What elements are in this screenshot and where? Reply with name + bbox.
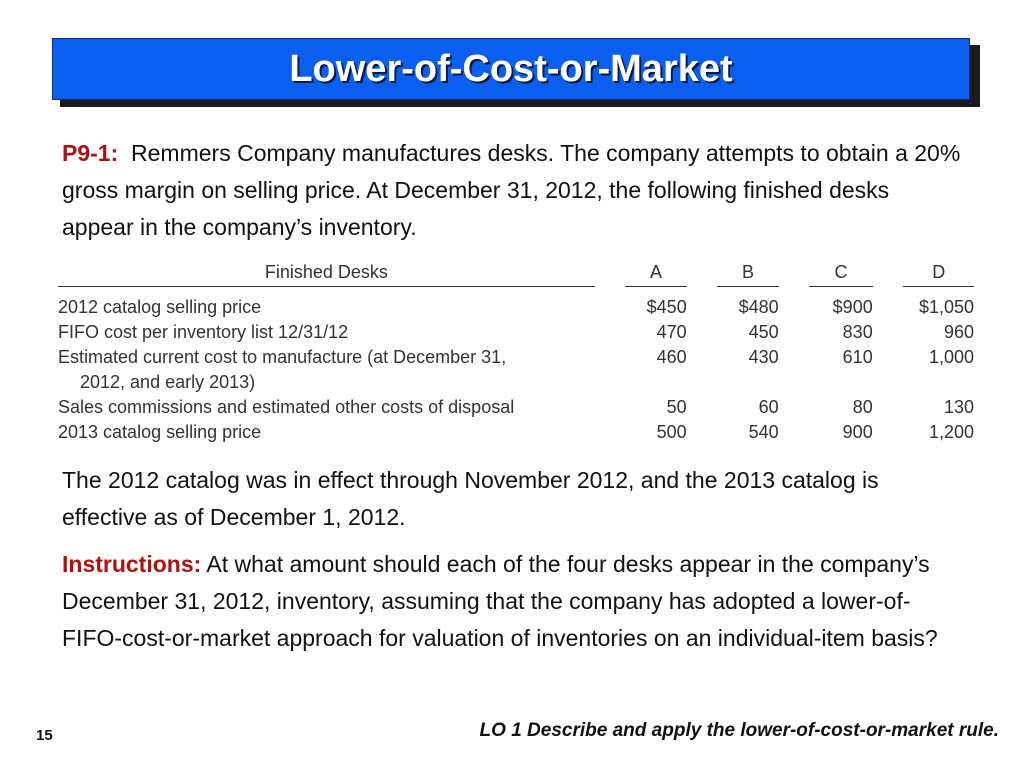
cell-value: $450 [646,297,687,317]
header-finished-desks: Finished Desks [58,262,595,287]
table-row [58,420,974,445]
table-header-row [58,262,974,289]
cell-value: 430 [748,347,779,367]
cell-value: 130 [943,397,974,417]
slide-title: Lower-of-Cost-or-Market [289,47,733,90]
finished-desks-table [58,262,974,445]
instructions-paragraph [62,546,967,657]
cell-value: 60 [758,397,779,417]
cell-value: 1,200 [928,422,974,442]
table-row [58,320,974,345]
problem-text: Remmers Company manufactures desks. The company attempts to obtain a 20% gross margin on selling price. At December 31, 2012, the following finished desks appear in the company’s inventory. [62,140,961,240]
row-label: 2013 catalog selling price [58,422,262,442]
problem-label: P9-1: [62,140,119,166]
catalog-paragraph: The 2012 catalog was in effect through November 2012, and the 2013 catalog is effective as of December 1, 2012. [62,467,879,530]
cell-value: 960 [943,322,974,342]
cell-value: 900 [842,422,873,442]
row-label: FIFO cost per inventory list 12/31/12 [58,322,349,342]
row-label: Sales commissions and estimated other costs of disposal [58,397,515,417]
cell-value: 50 [666,397,687,417]
problem-paragraph [62,135,967,246]
row-label [58,345,595,395]
cell-value: $1,050 [918,297,974,317]
row-label-line1: Estimated current cost to manufacture (at December 31, [58,347,507,367]
table-row [58,345,974,395]
instructions-label: Instructions: [62,551,202,577]
row-label: 2012 catalog selling price [58,297,262,317]
learning-objective: LO 1 Describe and apply the lower-of-cost-or-market rule. [479,720,999,741]
cell-value: 610 [842,347,873,367]
header-col-a: A [625,262,686,287]
header-col-d: D [903,262,974,287]
cell-value: 540 [748,422,779,442]
instructions-text: At what amount should each of the four desks appear in the company’s December 31, 2012, inventory, assuming that the company has adopted a lower-of-FIFO-cost-or-market approach for valuation of inventories on an individual-item basis? [62,551,938,651]
row-label-line2: 2012, and early 2013) [80,372,256,392]
cell-value: 470 [656,322,687,342]
cell-value: 450 [748,322,779,342]
cell-value: 830 [842,322,873,342]
cell-value: $900 [832,297,873,317]
title-banner [52,38,970,100]
page-number: 15 [36,727,53,744]
cell-value: 460 [656,347,687,367]
cell-value: 1,000 [928,347,974,367]
cell-value: $480 [738,297,779,317]
table-row [58,395,974,420]
header-col-c: C [809,262,872,287]
table-row [58,295,974,320]
cell-value: 500 [656,422,687,442]
cell-value: 80 [852,397,873,417]
header-col-b: B [717,262,778,287]
